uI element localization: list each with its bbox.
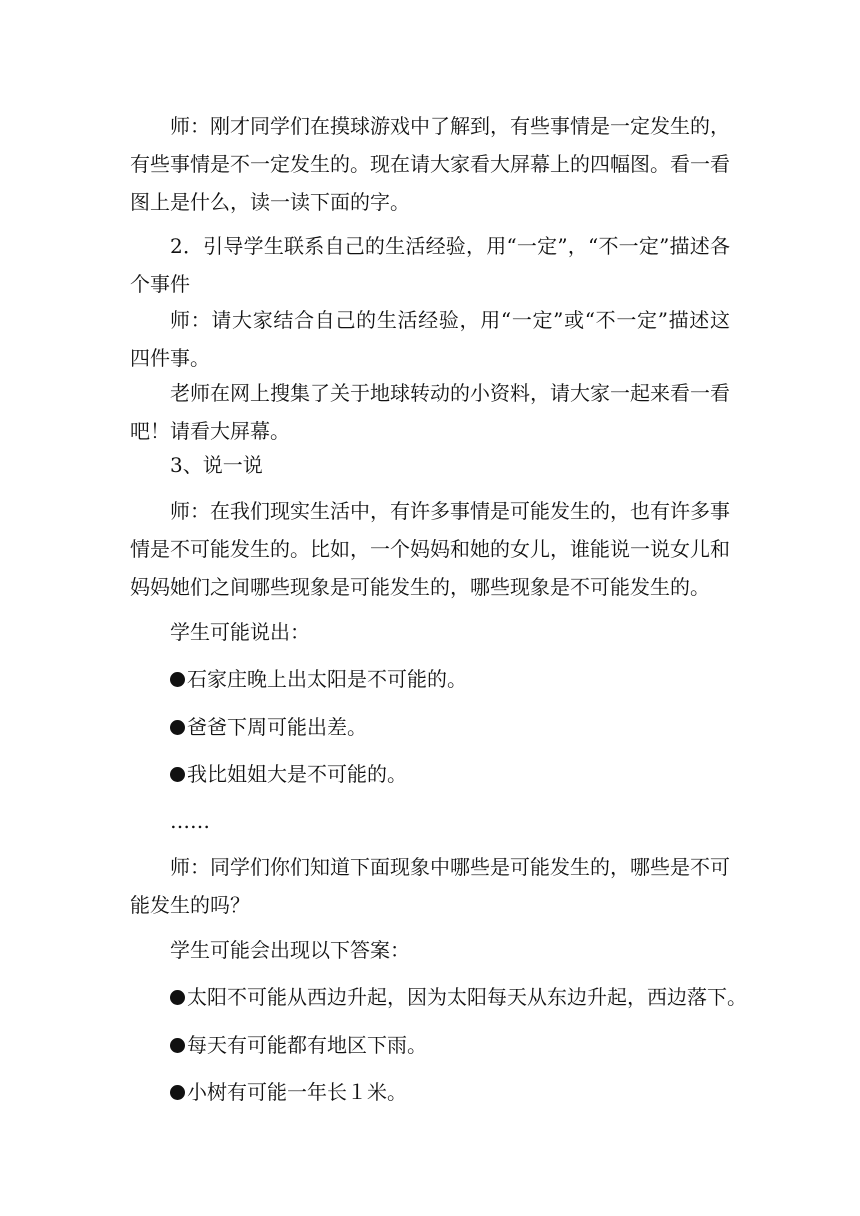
bullet-item-4	[170, 978, 747, 1016]
paragraph-teacher-question: 师：在我们现实生活中，有许多事情是可能发生的，也有许多事情是不可能发生的。比如，一个妈妈和她的女儿，谁能说一说女儿和妈妈她们之间哪些现象是可能发生的，哪些现象是不可能发生的。	[130, 499, 730, 599]
bullet-dot-icon	[170, 720, 185, 735]
paragraph-teacher-phenomena: 师：同学们你们知道下面现象中哪些是可能发生的，哪些是不可能发生的吗？	[130, 855, 730, 917]
bullet-item-6	[170, 1073, 407, 1111]
bullet-dot-icon	[170, 672, 185, 687]
bullet-dot-icon	[170, 1085, 185, 1100]
bullet-text: 石家庄晚上出太阳是不可能的。	[187, 667, 467, 691]
heading-step-3: 3、说一说	[170, 453, 263, 477]
ellipsis-text: ……	[170, 809, 210, 833]
bullet-dot-icon	[170, 767, 185, 782]
bullet-text: 太阳不可能从西边升起，因为太阳每天从东边升起，西边落下。	[187, 985, 747, 1009]
bullet-item-2	[170, 708, 367, 746]
paragraph-intro: 师：刚才同学们在摸球游戏中了解到，有些事情是一定发生的，有些事情是不一定发生的。现在请大家看大屏幕上的四幅图。看一看图上是什么，读一读下面的字。	[130, 114, 730, 214]
bullet-dot-icon	[170, 1038, 185, 1053]
bullet-text: 每天有可能都有地区下雨。	[187, 1033, 427, 1057]
bullet-item-1	[170, 660, 467, 698]
bullet-text: 小树有可能一年长１米。	[187, 1080, 407, 1104]
paragraph-possible-answers-intro: 学生可能会出现以下答案：	[170, 938, 410, 962]
paragraph-earth-info: 老师在网上搜集了关于地球转动的小资料，请大家一起来看一看吧！请看大屏幕。	[130, 381, 730, 443]
paragraph-student-answers-intro: 学生可能说出：	[170, 620, 310, 644]
bullet-item-3	[170, 755, 407, 793]
bullet-item-5	[170, 1026, 427, 1064]
bullet-text: 我比姐姐大是不可能的。	[187, 762, 407, 786]
paragraph-teacher-prompt: 师：请大家结合自己的生活经验，用“一定”或“不一定”描述这四件事。	[130, 308, 730, 370]
bullet-text: 爸爸下周可能出差。	[187, 715, 367, 739]
paragraph-step-2: 2．引导学生联系自己的生活经验，用“一定”，“不一定”描述各个事件	[130, 234, 730, 296]
bullet-dot-icon	[170, 990, 185, 1005]
